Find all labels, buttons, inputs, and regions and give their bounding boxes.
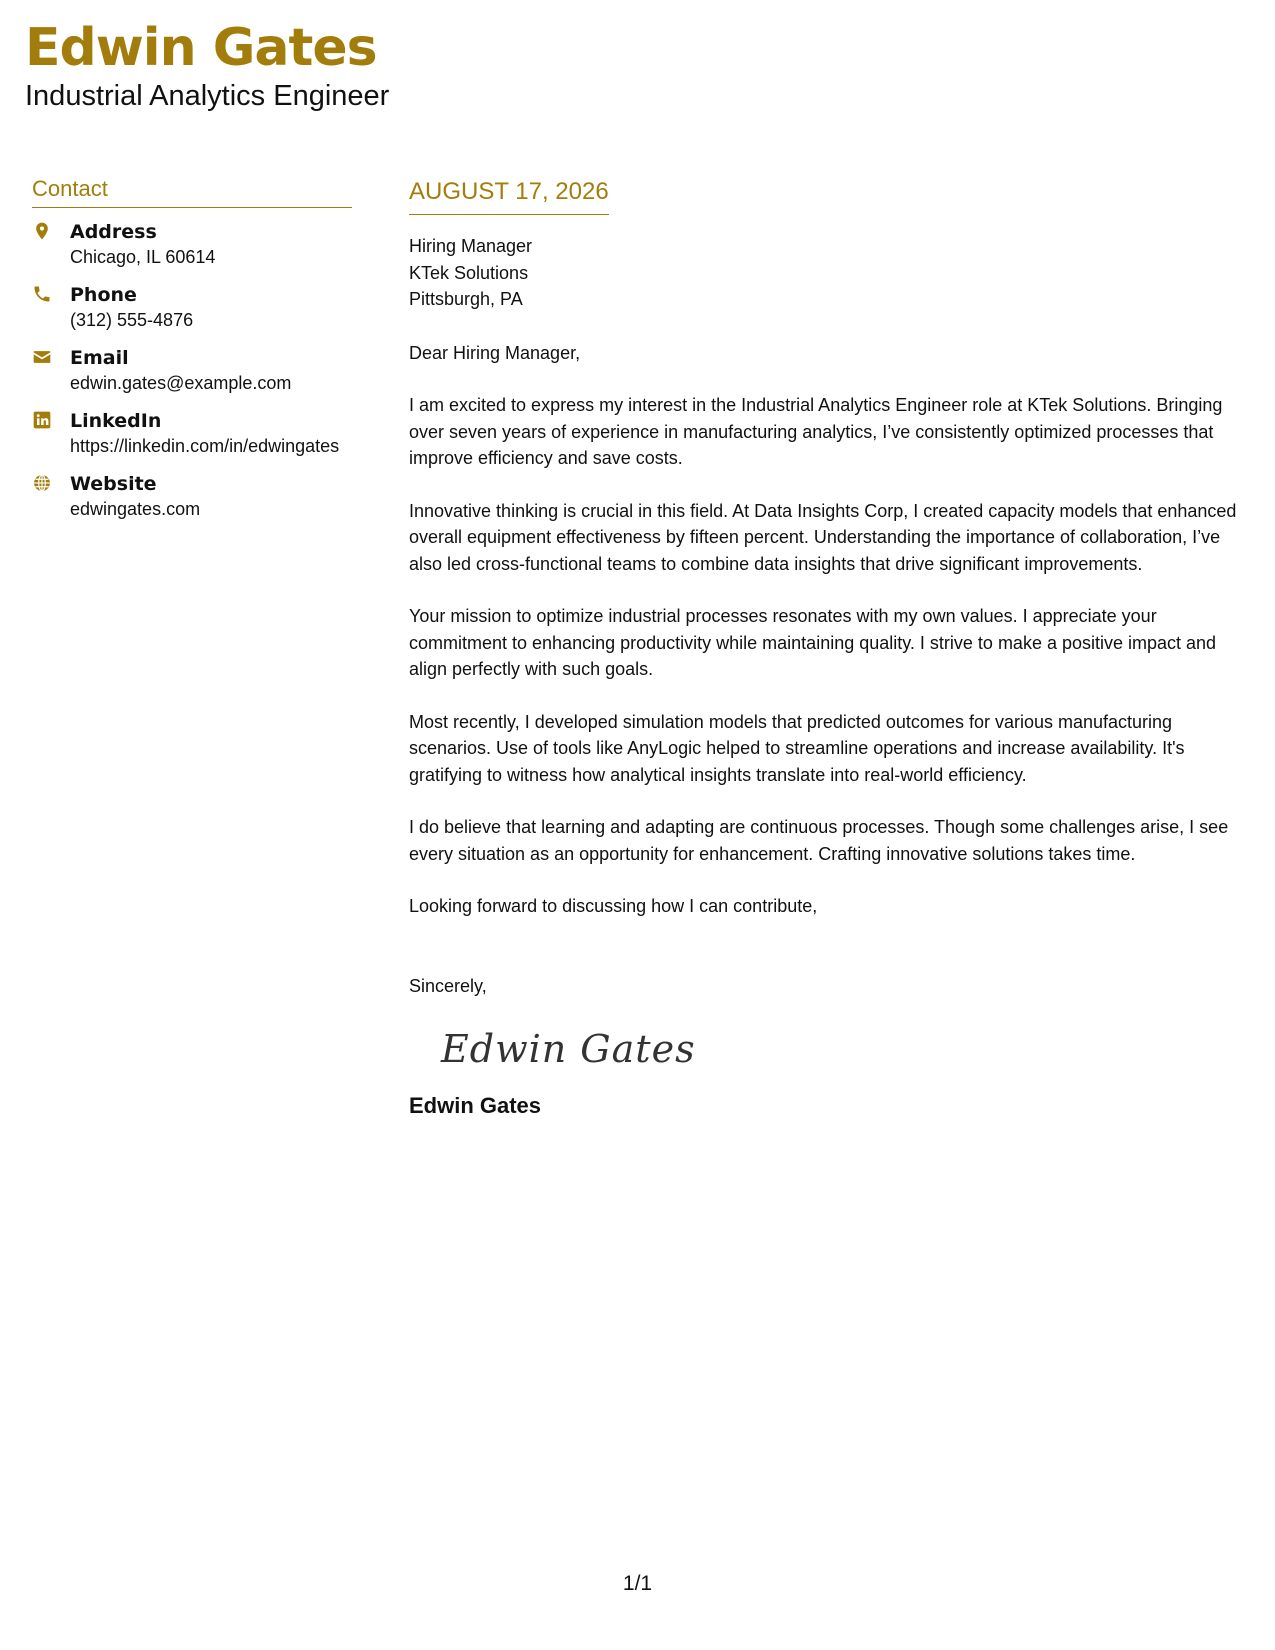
paragraph-5: I do believe that learning and adapting are continuous processes. Though some challenges arise, I see every situation as an opportunity for enhancement. Crafting innovative solutions takes time. xyxy=(409,817,1229,864)
map-pin-icon xyxy=(32,221,54,243)
closing-line: Looking forward to discussing how I can contribute, xyxy=(409,896,818,916)
paragraph-3: Your mission to optimize industrial processes resonates with my own values. I appreciate your commitment to enhancing productivity while maintaining quality. I strive to make a positive impact and align perfectly with such goals. xyxy=(409,606,1217,679)
candidate-name: Edwin Gates xyxy=(25,18,377,78)
linkedin-icon xyxy=(32,410,54,432)
signer-name: Edwin Gates xyxy=(409,1093,542,1118)
candidate-title: Industrial Analytics Engineer xyxy=(25,80,390,112)
sign-off: Sincerely, xyxy=(409,975,487,996)
handwritten-signature: Edwin Gates xyxy=(441,1027,696,1071)
recipient-name: Hiring Manager xyxy=(409,236,533,256)
contact-sidebar xyxy=(32,176,352,535)
address-value: Chicago, IL 60614 xyxy=(70,247,216,267)
paragraph-4: Most recently, I developed simulation models that predicted outcomes for various manufacturing scenarios. Use of tools like AnyLogic helped to streamline operations and increase availability. It's gratifying to witness how analytical insights translate into real-world efficiency. xyxy=(409,711,1185,785)
page-number: 1/1 xyxy=(622,1572,653,1595)
website-label: Website xyxy=(70,473,157,495)
email-value[interactable]: edwin.gates@example.com xyxy=(70,373,292,393)
email-label: Email xyxy=(70,347,129,369)
contact-item-linkedin xyxy=(32,409,352,459)
contact-heading: Contact xyxy=(32,176,352,208)
recipient-location: Pittsburgh, PA xyxy=(409,289,523,309)
contact-item-phone xyxy=(32,283,352,333)
address-label: Address xyxy=(70,221,157,243)
recipient-company: KTek Solutions xyxy=(409,262,529,283)
website-value[interactable]: edwingates.com xyxy=(70,499,201,519)
paragraph-1: I am excited to express my interest in the Industrial Analytics Engineer role at KTek Solutions. Bringing over seven years of experience in manufacturing analytics, I’ve consistently optimized processes that improve efficiency and save costs. xyxy=(409,395,1223,468)
envelope-icon xyxy=(32,347,54,369)
globe-icon xyxy=(32,473,54,495)
salutation: Dear Hiring Manager, xyxy=(409,342,581,363)
linkedin-label: LinkedIn xyxy=(70,410,162,432)
linkedin-value[interactable]: https://linkedin.com/in/edwingates xyxy=(70,436,340,456)
contact-item-address xyxy=(32,220,352,270)
recipient-block xyxy=(409,233,1239,313)
phone-icon xyxy=(32,284,54,306)
letter-date: AUGUST 17, 2026 xyxy=(409,178,609,215)
letter-body xyxy=(409,178,1239,1119)
phone-label: Phone xyxy=(70,284,137,306)
phone-value: (312) 555-4876 xyxy=(70,310,194,330)
paragraph-2: Innovative thinking is crucial in this field. At Data Insights Corp, I created capacity models that enhanced overall equipment effectiveness by fifteen percent. Understanding the importance of collaboration, I’ve also led cross-functional teams to combine data insights that drive significant improvements. xyxy=(409,500,1237,574)
contact-item-email xyxy=(32,346,352,396)
contact-item-website xyxy=(32,472,352,522)
